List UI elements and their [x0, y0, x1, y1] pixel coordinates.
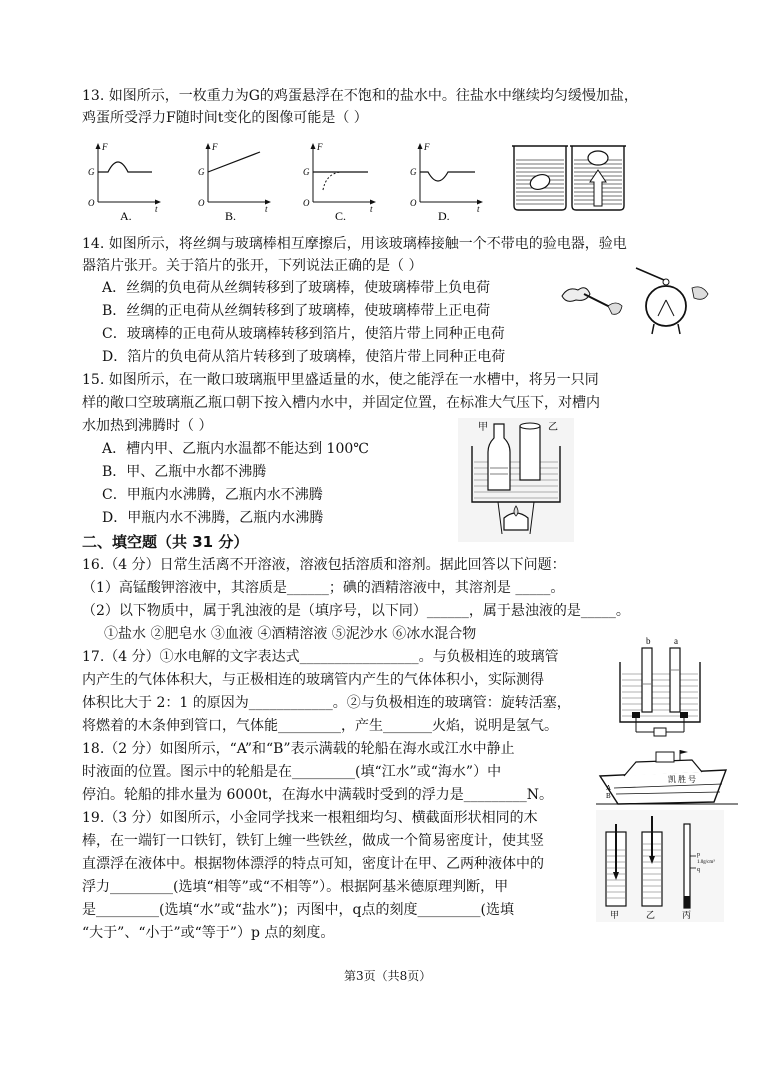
graph-d-label: D. — [438, 209, 450, 223]
q14-option-b: B．丝绸的正电荷从丝绸转移到了玻璃棒，使玻璃棒带上正电荷 — [102, 303, 491, 319]
q19-text-line-3: 直漂浮在液体中。根据物体漂浮的特点可知，密度计在甲、乙两种液体中的 — [82, 856, 544, 872]
cylinder-jia-label: 甲 — [610, 910, 620, 920]
q14-option-c: C．玻璃棒的正电荷从玻璃棒转移到箔片，使箔片带上同种正电荷 — [102, 326, 505, 342]
q15-text-line-2: 样的敞口空玻璃瓶乙瓶口朝下按入槽内水中，并固定位置，在标准大气压下，对槽内 — [82, 395, 600, 411]
q13-graphs-figure — [80, 140, 500, 226]
q19-text-line-5: 是_________(选填“水”或“盐水”)；丙图中，q点的刻度_________(选填 — [82, 902, 514, 918]
graph-b-f-label: F — [212, 142, 218, 152]
q14-electroscope-figure — [556, 266, 716, 338]
bottle-yi — [520, 423, 540, 480]
q16-text-line-4: ①盐水 ②肥皂水 ③血液 ④酒精溶液 ⑤泥沙水 ⑥冰水混合物 — [104, 626, 477, 642]
graph-c-t-label: t — [370, 204, 373, 214]
q15-text-line-3: 水加热到沸腾时（ ） — [82, 418, 213, 434]
graph-d — [410, 142, 483, 223]
q15-bottles-figure — [458, 418, 574, 542]
q19-text-line-1: 19.（3 分）如图所示，小金同学找来一根粗细均匀、横截面形状相同的木 — [82, 810, 538, 826]
waterline-b-label: B — [606, 792, 611, 800]
tube-b-label: b — [646, 636, 651, 646]
q16-text-line-3: （2）以下物质中，属于乳浊液的是（填序号，以下同）______，属于悬浊液的是_____。 — [82, 603, 630, 619]
q19-text-line-2: 棒，在一端钉一口铁钉，铁钉上缠一些铁丝，做成一个简易密度计，使其竖 — [82, 833, 544, 849]
q13-text-line-1: 13. 如图所示，一枚重力为G的鸡蛋悬浮在不饱和的盐水中。往盐水中继续均匀缓慢加盐， — [82, 88, 638, 104]
q14-option-a: A．丝绸的负电荷从丝绸转移到了玻璃棒，使玻璃棒带上负电荷 — [102, 280, 491, 296]
graph-d-f-label: F — [424, 142, 430, 152]
tube-a-label: a — [674, 636, 678, 646]
q18-text-line-2: 时液面的位置。图示中的轮船是在_________(填“江水”或“海水”）中 — [82, 764, 502, 780]
silk-rubbing-illustration — [562, 288, 622, 315]
ship-name-label: 凯 胜 号 — [668, 775, 696, 784]
scale-mark-label: 1.0g/cm³ — [697, 860, 715, 865]
q18-ship-figure — [596, 748, 738, 810]
graph-c-f-label: F — [317, 142, 323, 152]
graph-b-t-label: t — [265, 204, 268, 214]
graph-c — [303, 142, 376, 223]
beaker-left — [512, 146, 568, 210]
q15-option-d: D．甲瓶内水不沸腾，乙瓶内水沸腾 — [102, 510, 324, 526]
graph-a-origin: O — [88, 198, 95, 208]
graph-c-origin: O — [303, 198, 310, 208]
bottle-jia-label: 甲 — [478, 422, 488, 433]
graph-d-t-label: t — [477, 204, 480, 214]
graph-a-g-tick: G — [88, 167, 95, 177]
graph-c-label: C. — [335, 209, 347, 223]
q14-text-line-1: 14. 如图所示，将丝绸与玻璃棒相互摩擦后，用该玻璃棒接触一个不带电的验电器，验电 — [82, 236, 627, 252]
q19-text-line-4: 浮力_________(选填“相等”或“不相等”）。根据阿基米德原理判断，甲 — [82, 879, 509, 895]
q15-option-b: B．甲、乙瓶中水都不沸腾 — [102, 464, 267, 480]
electroscope-illustration — [636, 268, 708, 334]
q15-option-a: A．槽内甲、乙瓶内水温都不能达到 100℃ — [102, 441, 369, 457]
q17-text-line-3: 体积比大于 2：1 的原因为____________。②与负极相连的玻璃管：旋转活塞， — [82, 695, 571, 711]
hydrometer-bing-label: 丙 — [682, 910, 692, 920]
q19-text-line-6: “大于”、“小于”或“等于”）p 点的刻度。 — [82, 925, 335, 941]
graph-b — [198, 142, 271, 223]
graph-b-label: B. — [225, 209, 237, 223]
page-number-footer: 第3页（共8页） — [344, 969, 432, 983]
graph-a-f-label: F — [102, 142, 108, 152]
q13-text-line-2: 鸡蛋所受浮力F随时间t变化的图像可能是（ ） — [82, 110, 368, 126]
q14-text-line-2: 器箔片张开。关于箔片的张开，下列说法正确的是（ ） — [82, 258, 423, 274]
graph-a-label: A. — [120, 209, 132, 223]
q18-text-line-3: 停泊。轮船的排水量为 6000t，在海水中满载时受到的浮力是_________N。 — [82, 787, 553, 803]
electrolysis-apparatus — [620, 648, 700, 736]
bottle-yi-label: 乙 — [548, 422, 558, 433]
q17-text-line-1: 17.（4 分）①水电解的文字表达式_________________。与负极相连的玻璃管 — [82, 649, 559, 665]
q17-electrolysis-figure — [610, 634, 710, 738]
q19-hydrometer-figure — [596, 810, 724, 922]
q17-text-line-4: 将燃着的木条伸到管口，气体能_________，产生_______火焰，说明是氢气。 — [82, 718, 558, 734]
q17-text-line-2: 内产生的气体体积大，与正极相连的玻璃管内产生的气体体积小，实际测得 — [82, 672, 544, 688]
point-p-label: p — [697, 852, 700, 858]
cylinder-jia — [606, 824, 626, 906]
q14-option-d: D．箔片的负电荷从箔片转移到了玻璃棒，使箔片带上同种正电荷 — [102, 349, 506, 365]
graph-b-g-tick: G — [198, 167, 205, 177]
cylinder-yi-label: 乙 — [646, 910, 656, 920]
waterline-a-label: A — [606, 784, 612, 792]
q16-text-line-2: （1）高锰酸钾溶液中，其溶质是______；碘的酒精溶液中，其溶剂是 _____。 — [82, 580, 565, 596]
q15-option-c: C．甲瓶内水沸腾，乙瓶内水不沸腾 — [102, 487, 323, 503]
beaker-right — [570, 146, 626, 210]
q18-text-line-1: 18.（2 分）如图所示，“A”和“B”表示满载的轮船在海水或江水中静止 — [82, 741, 515, 757]
graph-b-origin: O — [198, 198, 205, 208]
graph-c-g-tick: G — [303, 167, 310, 177]
graph-a — [88, 142, 161, 223]
graph-d-origin: O — [410, 198, 417, 208]
q15-text-line-1: 15. 如图所示，在一敞口玻璃瓶甲里盛适量的水，使之能浮在一水槽中，将另一只同 — [82, 372, 599, 388]
ship-illustration — [596, 750, 738, 804]
graph-a-t-label: t — [155, 204, 158, 214]
q13-beakers-figure — [510, 140, 630, 212]
point-q-label: q — [697, 867, 700, 873]
q16-text-line-1: 16.（4 分）日常生活离不开溶液，溶液包括溶质和溶剂。据此回答以下问题： — [82, 557, 566, 573]
section-2-heading: 二、填空题（共 31 分） — [82, 533, 249, 551]
graph-d-g-tick: G — [410, 167, 417, 177]
